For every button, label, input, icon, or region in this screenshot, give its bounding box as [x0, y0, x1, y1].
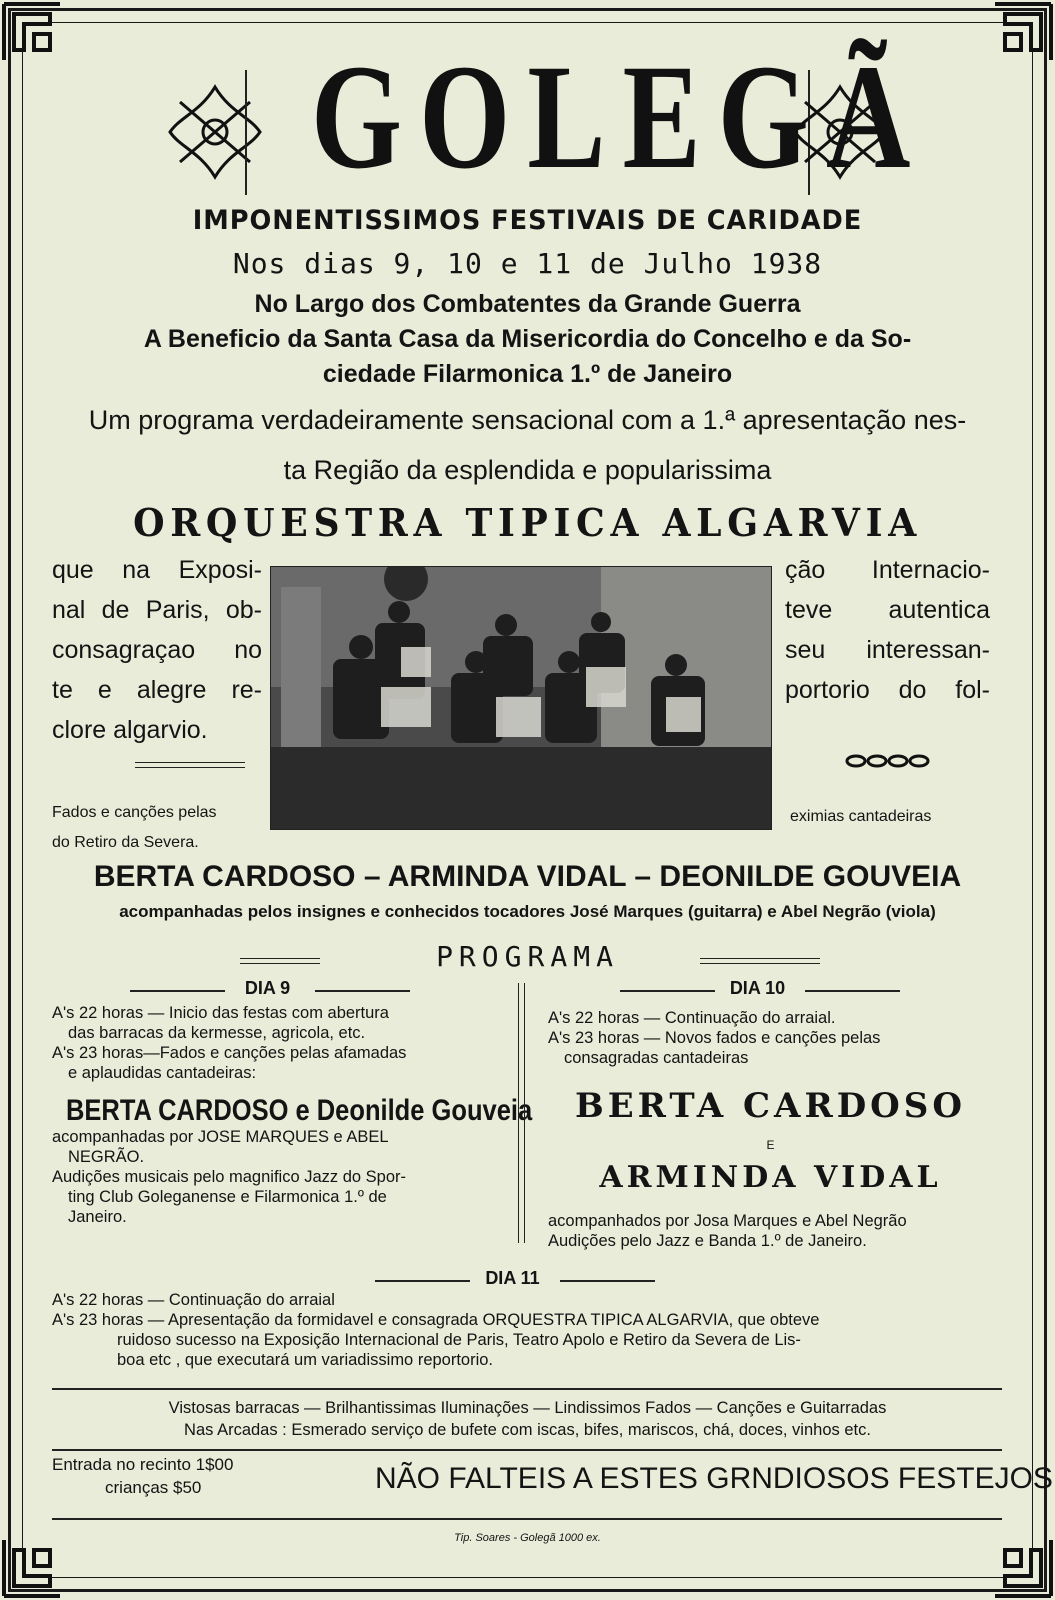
divider [135, 762, 245, 768]
day10-text: acompanhados por Josa Marques e Abel Negrão [548, 1212, 907, 1230]
divider [130, 990, 225, 992]
divider [52, 1388, 1002, 1390]
slogan: NÃO FALTEIS A ESTES GRNDIOSOS FESTEJOS [375, 1462, 1053, 1495]
day11-block [52, 1290, 1002, 1370]
day9-text: Janeiro. [68, 1208, 127, 1226]
divider [52, 1518, 1002, 1520]
day10-block-bottom [548, 1211, 993, 1251]
title-rule-left [245, 70, 247, 195]
divider [620, 990, 715, 992]
fleuron-icon [160, 77, 270, 187]
day11-text: A's 23 horas — Apresentação da formidavel e consagrada ORQUESTRA TIPICA ALGARVIA, que obteve [52, 1311, 820, 1329]
singers-line: BERTA CARDOSO – ARMINDA VIDAL – DEONILDE GOUVEIA [93, 860, 962, 893]
fados-left-2: do Retiro da Severa. [52, 834, 199, 851]
day9-text: e aplaudidas cantadeiras: [68, 1064, 257, 1082]
accompanied-line: acompanhadas pelos insignes e conhecidos tocadores José Marques (guitarra) e Abel Negrão (viola) [119, 902, 936, 921]
entry-price: Entrada no recinto 1$00 [52, 1455, 234, 1474]
left-text-line: clore algarvio. [52, 716, 208, 744]
orchestra-name: ORQUESTRA TIPICA ALGARVIA [133, 500, 922, 545]
day9-text: A's 23 horas—Fados e canções pelas afamadas [52, 1044, 407, 1062]
left-text-line: consagraçao no [52, 636, 262, 664]
day9-block [52, 1003, 533, 1227]
corner-ornament-icon [0, 0, 80, 80]
day10-and: E [766, 1138, 775, 1152]
day10-text: consagradas cantadeiras [564, 1049, 749, 1067]
orchestra-photo-image [271, 567, 771, 829]
day9-text: das barracas da kermesse, agricola, etc. [68, 1024, 366, 1042]
divider [700, 958, 820, 964]
day10-heading: DIA 10 [729, 978, 786, 998]
day10-headliner-1: BERTA CARDOSO [575, 1086, 966, 1126]
program-intro-1: Um programa verdadeiramente sensacional com a 1.ª apresentação nes- [88, 405, 967, 435]
orchestra-photo [270, 566, 772, 830]
divider [52, 1449, 1002, 1451]
title-block [160, 34, 928, 202]
fados-right: eximias cantadeiras [790, 808, 932, 825]
attractions: Vistosas barracas — Brilhantissimas Iluminações — Lindissimos Fados — Canções e Guitarradas [168, 1399, 887, 1417]
day10-headliner-2: ARMINDA VIDAL [599, 1160, 942, 1195]
day9-text: acompanhadas por JOSE MARQUES e ABEL [52, 1128, 389, 1146]
day10-text: A's 22 horas — Continuação do arraial. [548, 1009, 836, 1027]
page-title: GOLEGÃ [311, 34, 928, 200]
right-text-line: ção Internacio- [785, 556, 990, 584]
left-text-line: te e alegre re- [52, 676, 262, 704]
divider [805, 990, 900, 992]
divider [560, 1280, 655, 1282]
location: No Largo dos Combatentes da Grande Guerra [254, 290, 801, 318]
day9-heading: DIA 9 [244, 978, 291, 998]
left-text-column [52, 550, 262, 750]
column-divider [518, 983, 525, 1243]
day9-text: NEGRÃO. [68, 1148, 145, 1166]
left-text-line: que na Exposi- [52, 556, 262, 584]
day9-text: A's 22 horas — Inicio das festas com abertura [52, 1004, 389, 1022]
right-text-line: teve autentica [785, 596, 990, 624]
subtitle: IMPONENTISSIMOS FESTIVAIS DE CARIDADE [192, 205, 863, 236]
left-text-line: nal de Paris, ob- [52, 596, 262, 624]
dates: Nos dias 9, 10 e 11 de Julho 1938 [232, 247, 823, 280]
right-text-line: portorio do fol- [785, 676, 990, 704]
benefit-line-1: A Beneficio da Santa Casa da Misericordia do Concelho e da So- [143, 325, 912, 353]
day10-text: Audições pelo Jazz e Banda 1.º de Janeiro. [548, 1232, 867, 1250]
fados-left-1: Fados e canções pelas [52, 804, 217, 821]
program-intro-2: ta Região da esplendida e popularissima [283, 455, 772, 485]
benefit-line-2: ciedade Filarmonica 1.º de Janeiro [322, 360, 733, 388]
right-text-line: seu interessan- [785, 636, 990, 664]
day9-text: ting Club Goleganense e Filarmonica 1.º de [68, 1188, 387, 1206]
divider [375, 1280, 470, 1282]
day9-text: Audições musicais pelo magnifico Jazz do Spor- [52, 1168, 407, 1186]
printer-credit: Tip. Soares - Golegã 1000 ex. [454, 1532, 601, 1544]
day11-heading: DIA 11 [485, 1268, 540, 1288]
corner-ornament-icon [975, 0, 1055, 80]
divider [315, 990, 410, 992]
arcades: Nas Arcadas : Esmerado serviço de bufete com iscas, bifes, mariscos, chá, doces, vinhos etc. [184, 1421, 871, 1439]
day9-headliners: BERTA CARDOSO e Deonilde Gouveia [66, 1094, 533, 1127]
children-price: crianças $50 [105, 1478, 202, 1497]
day10-text: A's 23 horas — Novos fados e canções pelas [548, 1029, 881, 1047]
day10-block [548, 1008, 993, 1068]
chain-ornament-icon [845, 753, 931, 769]
day11-text: A's 22 horas — Continuação do arraial [52, 1291, 335, 1309]
right-text-column [785, 550, 990, 710]
day11-text: boa etc , que executará um variadissimo reportorio. [117, 1351, 494, 1369]
fleuron-icon [785, 77, 895, 187]
programa-heading: PROGRAMA [436, 940, 619, 973]
day11-text: ruidoso sucesso na Exposição Internacional de Paris, Teatro Apolo e Retiro da Severa de Lis- [117, 1331, 801, 1349]
